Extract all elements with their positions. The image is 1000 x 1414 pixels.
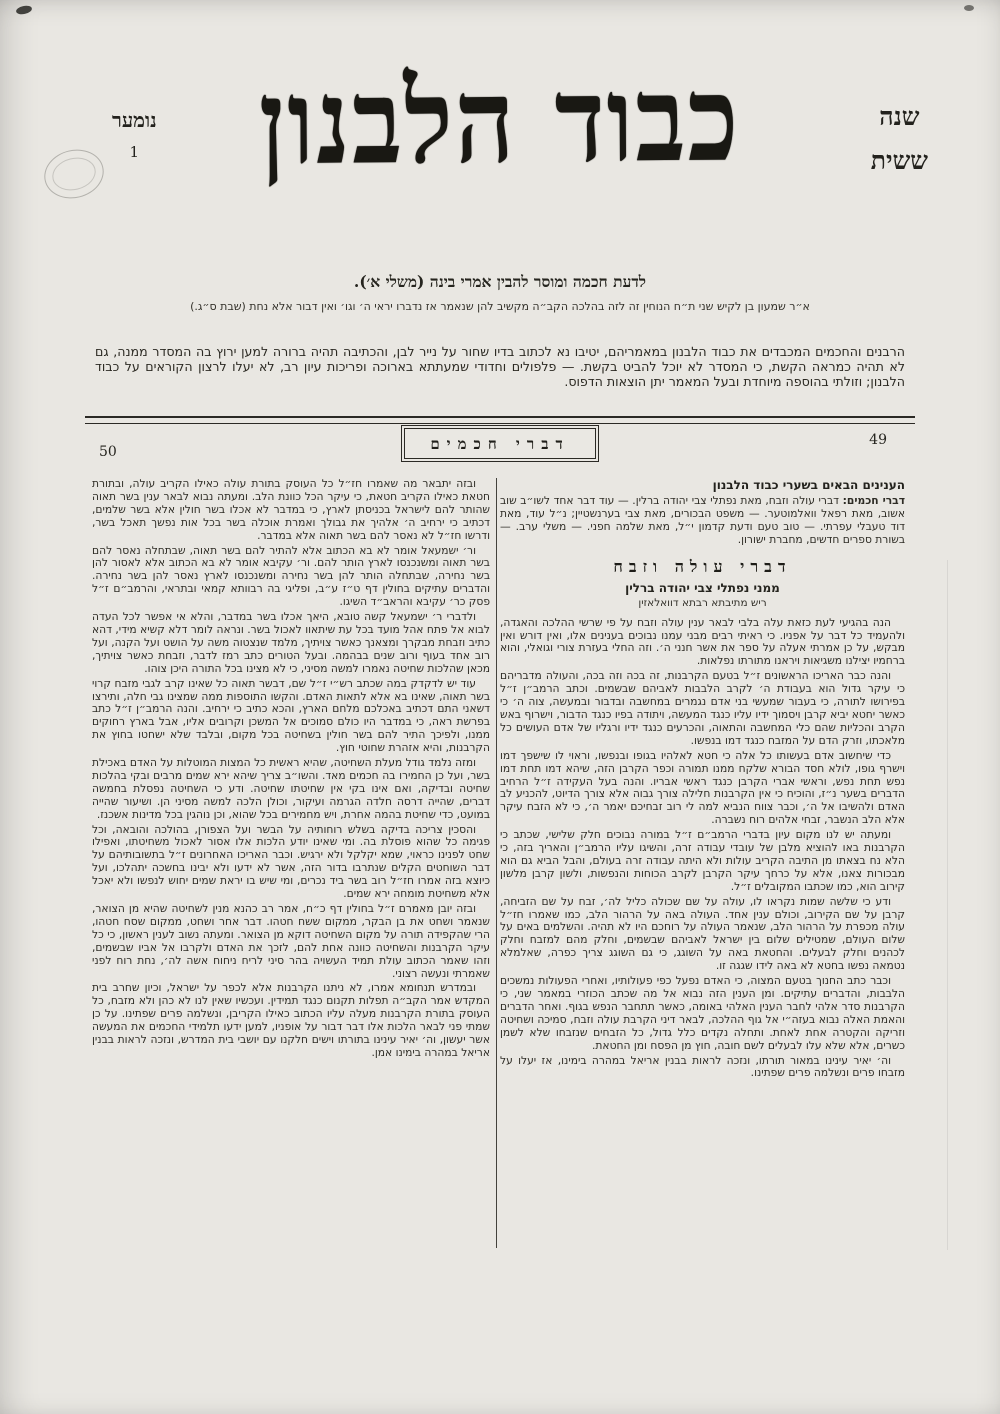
article-paragraph: והסכין צריכה בדיקה בשלש רוחותיה על הבשר ועל הצפורן, בהולכה והובאה, וכל פגימה כל שהוא פוסלת בה. ומי שאינו יודע הלכות אלו אסור לאכול משחיטתו, ואפילו שחט לפנינו כראוי, שמא יקלקל ולא ירגיש. וכבר האריכו האחרונים ז״ל בתשובותיהם על דבר השוחטים הקלים שנתרבו בדור הזה, אשר לא ידעו ולא יבינו בחשכה יתהלכו, ועל כיוצא בזה אמרו חז״ל רוב בשר ביד נכרים, ומי שיש בו יראת שמים יחוש לנפשו ולא יאכל אלא משחיטת מומחה ירא שמים.: [92, 822, 490, 901]
article-byline: ממני נפתלי צבי יהודה ברלין: [625, 580, 780, 595]
year-number-word: ששית: [870, 146, 928, 175]
article-paragraph: וה׳ יאיר עינינו במאור תורתו, ונזכה לראות בבנין אריאל במהרה בימינו, אז יעלו על מזבחו פרים ונשלמה פרים שפתינו.: [500, 1053, 905, 1080]
article-paragraph: ובמדרש תנחומא אמרו, לא ניתנו הקרבנות אלא לכפר על ישראל, וכיון שחרב בית המקדש אמר הקב״ה תפלות תקנום כנגד תמידין. ועכשיו שאין לנו לא כהן ולא מזבח, כל העוסק בתורת הקרבנות מעלה עליו הכתוב כאילו הקריבן, ונשלמה פרים שפתינו. על כן שמתי פני לבאר הלכות אלו דבר דבור על אופניו, למען ידעו תלמידי החכמים את המעשה אשר יעשון, וה׳ יאיר עינינו בתורתו וישים חלקנו עם יושבי בית המדרש, ונזכה לראות בבנין אריאל במהרה בימינו אמן.: [92, 981, 490, 1059]
motto-line: לדעת חכמה ומוסר להבין אמרי בינה (משלי א׳).: [353, 272, 647, 291]
article-byline-secondary: ריש מתיבתא רבתא דוואלאזין: [638, 596, 767, 609]
editorial-notice: הרבנים והחכמים המכבדים את כבוד הלבנון במאמריהם, יטיבו נא לכתוב בדיו שחור על נייר לבן, והכתיבה תהיה ברורה למען ירוץ בה המסדר ממנה, גם לא תהיה כמראה הקשת, כי המסדר לא יוכל להביט בקשת. — פלפולים וחדודי שמעתתא בארוכה ופריכות עיון רב, לא יעלו לרצון הקוראים על כבוד הלבנון; וזולתי בהוספה מיוחדת ובעל המאמר יתן הוצאות הדפוס.: [95, 344, 905, 390]
article-paragraph: ור׳ ישמעאל אומר לא בא הכתוב אלא להתיר להם בשר תאוה, שבתחלה נאסר להם בשר תאוה ומשנכנסו לארץ הותר להם. ור׳ עקיבא אומר לא בא הכתוב אלא לאסור להן בשר נחירה, שבתחלה הותר להן בשר נחירה ומשנכנסו לארץ נאסר להן בשר נחירה. והדברים עתיקים בחולין דף ט״ז ע״ב, ופליגי בה רבוותא קמאי ובתראי, והרמב״ם ז״ל פסק כר׳ עקיבא והראב״ד השיגו.: [92, 543, 490, 609]
article-paragraph: ומזה נלמד גודל מעלת השחיטה, שהיא ראשית כל המצות המוטלות על האדם באכילת בשר, ועל כן החמירו בה חכמים מאד. והשו״ב צריך שיהא ירא שמים מרבים ובקי בהלכות שחיטה ובדיקה, ואם אינו בקי אין שחיטתו שחיטה. ודע כי השחיטה נפסלת בחמשה דברים, שהייה דרסה חלדה הגרמה ועיקור, וכולן הלכה למשה מסיני הן. ושיעור שהייה במועט, כדי שחיטת בהמה אחרת, ויש מחמירים בכל שהוא, וכן נוהגין בכל מדינות אשכנז.: [92, 756, 490, 821]
issue-word: נומער: [112, 108, 157, 132]
column-divider: [496, 478, 497, 1248]
page-number-right: 49: [869, 432, 887, 448]
contents-lead: דברי חכמים:: [842, 494, 905, 507]
article-paragraph: ומעתה יש לנו מקום עיון בדברי הרמב״ם ז״ל במורה נבוכים חלק שלישי, שכתב כי הקרבנות באו להוציא מלבן של עובדי עבודה זרה, והשיגו עליו הרמב״ן והאריך בזה, כי הלא נח בצאתו מן התיבה הקריב עולות ולא היתה עבודה זרה בעולם, והבל הביא גם הוא מבכורות צאנו, אלא על כרחך עיקר הקרבן לקרב הכוחות והנפשות, ולשון קרבן מלשון קירוב הוא, כמו שכתבו המקובלים ז״ל.: [500, 828, 905, 893]
running-head: [85, 428, 915, 472]
article-paragraph: עוד יש לדקדק במה שכתב רש״י ז״ל שם, דבשר תאוה כל שאינו קרב לגבי מזבח קרוי בשר תאוה, שאינו בא אלא לתאות האדם. והקשו התוספות ממה שמצינו גבי חלה, ותירצו דשאני התם דכתיב באכלכם מלחם הארץ, והכא כתיב כי ירחיב. והנה הרמב״ן ז״ל כתב בפרשת ראה, כי במדבר היו כולם סמוכים אל המשכן וקרובים אליו, אבל בארץ רחוקים ממנו, ולפיכך התיר להם בשר חולין בשחיטה בכל מקום, ובלבד שלא ישחטו בחוץ את הקרבנות, והיא אזהרת שחוטי חוץ.: [92, 676, 490, 755]
year-label: [871, 102, 928, 176]
article-paragraph: ולדברי ר׳ ישמעאל קשה טובא, היאך אכלו בשר במדבר, והלא אי אפשר לכל העדה לבוא אל פתח אהל מועד בכל עת שיתאוו לאכול בשר. ונראה לומר דלא קשיא מידי, דהא כתיב וזבחת מבקרך ומצאנך כאשר צויתיך, מלמד שנצטוה משה על הושט ועל הקנה, ועל רוב אחד בעוף ורוב שנים בבהמה. ובעל הטורים כתב רמז לדבר, וזבחת כאשר צויתיך, מכאן שהלכות שחיטה נאמרו למשה מסיני, כי לא מצינו בכל התורה היכן צוהו.: [92, 610, 490, 675]
left-column: [92, 478, 490, 1062]
scan-fold-line: [947, 560, 948, 1250]
article-paragraph: ובזה יובן מאמרם ז״ל בחולין דף כ״ח, אמר רב כהנא מנין לשחיטה שהיא מן הצואר, שנאמר ושחט את בן הבקר, ממקום ששח חטהו. דבר אחר ושחט, ממקום שסח חטהו, הרי שהקפידה תורה על מקום השחיטה דוקא מן הצואר. ומעתה נשוב לענין ראשון, כי כל עיקר הקרבנות והשחיטה כוונה אחת להם, לזכך את האדם ולקרבו אל אביו שבשמים, וזהו שאמר הכתוב עולת תמיד העשויה בהר סיני לריח ניחוח אשה לה׳, נחת רוח לפני שאמרתי ונעשה רצוני.: [92, 902, 490, 980]
page-number-left: 50: [99, 444, 117, 460]
article-paragraph: וכבר כתב החנוך בטעם המצוה, כי האדם נפעל כפי פעולותיו, ואחרי הפעולות נמשכים הלבבות, והדברים עתיקים. ומן הענין הזה נבוא אל מה שכתב הכוזרי במאמר שני, כי הקרבנות סדר אלהי לחבר הענין האלהי באומה, כאשר תתחבר הנפש בגוף. ואחר הדברים והאמת האלה נבוא בעזה״י אל גוף ההלכה, לבאר דיני הקרבת עולה וזבח, סמיכה ושחיטה וזריקה והקטרה אחת לאחת. ותחלה נקדים כלל גדול, כל הזבחים שנזבחו שלא לשמן כשרים, אלא שלא עלו לבעלים לשם חובה, חוץ מן הפסח ומן החטאת.: [500, 974, 905, 1052]
section-title: דברי חכמים: [430, 435, 570, 453]
contents-text: דברי עולה וזבח, מאת נפתלי צבי יהודה ברלין. — עוד דבר אחד לשו״ב שוב אשוב, מאת רפאל וואלמוטער. — משפט הבכורים, מאת צבי בערנשטיין; נ״ל עוד, מאת דוד טעבלי עפרתי. — טוב טעם ודעת קדמון י״ל, מאת שלמה חפני. — משלי ערב. — בשורת ספרים חדשים, מחברת ישורון.: [500, 494, 905, 546]
article-paragraph: ובזה יתבאר מה שאמרו חז״ל כל העוסק בתורת עולה כאילו הקריב עולה, ובתורת חטאת כאילו הקריב חטאת, כי עיקר הכל כוונת הלב. ומעתה נבוא לבאר ענין בשר תאוה שהותר להם לישראל בכניסתן לארץ, כי במדבר לא אכלו בשר חולין אלא בשר שלמים, דכתיב כי ירחיב ה׳ אלהיך את גבולך ואמרת אוכלה בשר בכל אות נפשך תאכל בשר, ודרשו חז״ל לא נאסר להם בשר תאוה אלא במדבר.: [92, 477, 490, 542]
article-title: דברי עולה וזבח: [613, 556, 792, 576]
article-paragraph: הנה בהגיעי לעת כזאת עלה בלבי לבאר ענין עולה וזבח על פי שרשי ההלכה והאגדה, ולהעמיד כל דבר על אפניו. כי ראיתי רבים מבני עמנו נבוכים בענינים אלו, ואין דורש ואין מבקש, על כן אמרתי אעלה על ספר את אשר חנני ה׳. וזה החלי בעזרת צורי וגואלי, והוא ברחמיו יצילנו משגיאות ויראנו מתורתו נפלאות.: [500, 615, 905, 668]
epigraph-quote: א״ר שמעון בן לקיש שני ת״ח הנוחין זה לזה בהלכה הקב״ה מקשיב להן שנאמר אז נדברו יראי ה׳ וגו׳ ואין דבור אלא נחת (שבת ס״ג.): [190, 300, 810, 313]
issue-number: 1: [129, 143, 140, 161]
right-column: [500, 478, 905, 1082]
section-title-box: [404, 428, 596, 459]
scan-artifact: [964, 5, 974, 11]
scan-artifact: [15, 4, 32, 15]
article-paragraph: ודע כי שלשה שמות נקראו לו, עולה על שם שכולה כליל לה׳, זבח על שם הזביחה, קרבן על שם הקירוב, וכולם ענין אחד. העולה באה על הרהור הלב, כמו שאמרו חז״ל עולה מכפרת על הרהור הלב, שנאמר העולה על רוחכם היו לא תהיה. והשלמים באים על שלום העולם, שמטילים שלום בין ישראל לאביהם שבשמים, וחלק מהם למזבח וחלק לכהנים וחלק לבעלים. והחטאת באה על השוגג, כי גם השוגג צריך כפרה, שאלמלא נטמאה נפשו בחטא לא באה לידו שגגה זו.: [500, 894, 905, 973]
newspaper-title: כבוד הלבנון: [258, 49, 742, 192]
article-paragraph: כדי שיחשוב אדם בעשותו כל אלה כי חטא לאלהיו בגופו ובנפשו, וראוי לו שישפך דמו וישרף גופו, לולא חסד הבורא שלקח ממנו תמורה וכפר הקרבן הזה, שיהא דמו תחת דמו נפש תחת נפש, וראשי אברי הקרבן כנגד ראשי אבריו. והנה בעל העקידה ז״ל הרחיב הדברים בשער נ״ז, והוכיח כי אין הקרבנות חלילה צורך גבוה אלא צורך הדיוט, להכניע לב האדם ולהשיבו אל ה׳, וכבר צווח הנביא למה לי רוב זבחיכם יאמר ה׳, כי לא הזבח עיקר אלא הלב הנשבר, זבחי אלהים רוח נשברה.: [500, 748, 905, 827]
article-paragraph: והנה כבר האריכו הראשונים ז״ל בטעם הקרבנות, זה בכה וזה בכה, והעולה מדבריהם כי עיקר גדול הוא בעבודת ה׳ לקרב הלבבות לאביהם שבשמים. וכתב הרמב״ן ז״ל בפירושו לתורה, כי בעבור שמעשי בני אדם נגמרים במחשבה ובדבור ובמעשה, צוה ה׳ כי כאשר יחטא יביא קרבן ויסמוך ידיו עליו כנגד המעשה, ויתודה בפיו כנגד הדבור, וישרוף באש הקרב והכליות שהם כלי המחשבה והתאוה, והכרעים כנגד ידיו ורגליו של אדם העושים כל מלאכתו, וזרק הדם על המזבח כנגד דמו בנפשו.: [500, 669, 905, 747]
issue-label: [112, 108, 157, 161]
year-word: שנה: [879, 102, 920, 131]
horizontal-rule: [85, 416, 915, 424]
contents-list: [500, 495, 905, 547]
contents-heading: הענינים הבאים בשערי כבוד הלבנון: [712, 478, 905, 492]
